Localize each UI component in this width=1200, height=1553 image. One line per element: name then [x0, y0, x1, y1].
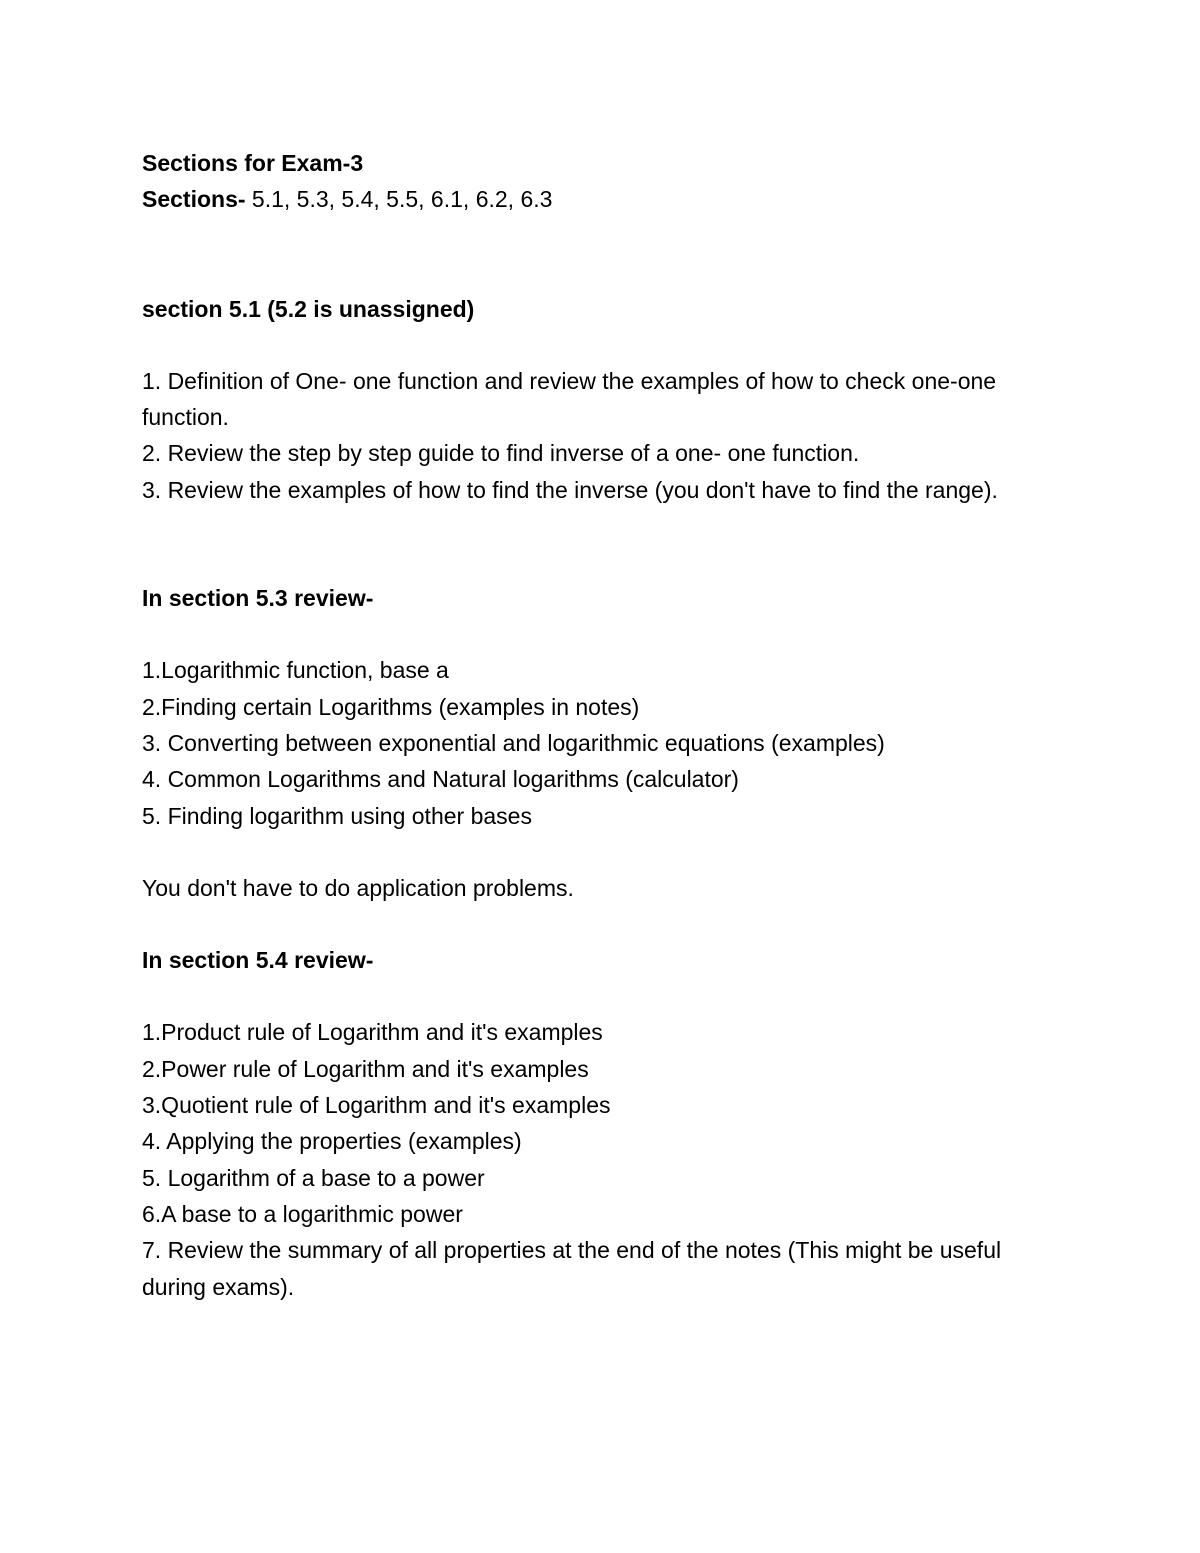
section-54-item: 7. Review the summary of all properties at the end of the notes (This might be useful during exams).	[142, 1237, 1002, 1300]
section-53-item: 5. Finding logarithm using other bases	[142, 802, 532, 829]
section-53-item: 2.Finding certain Logarithms (examples in notes)	[142, 693, 640, 720]
section-53-note: You don't have to do application problems.	[142, 874, 574, 901]
sections-list: 5.1, 5.3, 5.4, 5.5, 6.1, 6.2, 6.3	[245, 186, 553, 213]
section-54-item: 4. Applying the properties (examples)	[142, 1128, 522, 1155]
spacer	[142, 218, 1042, 291]
section-54-item: 1.Product rule of Logarithm and it's examples	[142, 1019, 603, 1046]
section-51-item: 1. Definition of One- one function and review the examples of how to check one-one function.	[142, 367, 997, 431]
document-title: Sections for Exam-3	[142, 150, 364, 176]
section-54-item: 3.Quotient rule of Logarithm and it's examples	[142, 1092, 611, 1119]
section-54-item: 5. Logarithm of a base to a power	[142, 1164, 485, 1191]
section-51-item: 2. Review the step by step guide to find inverse of a one- one function.	[142, 440, 860, 467]
section-51-item: 3. Review the examples of how to find the inverse (you don't have to find the range).	[142, 476, 998, 503]
spacer	[142, 834, 1042, 870]
section-53-heading: In section 5.3 review-	[142, 585, 374, 612]
section-53-item: 1.Logarithmic function, base a	[142, 657, 449, 684]
section-54-heading: In section 5.4 review-	[142, 947, 374, 974]
section-53-item: 3. Converting between exponential and logarithmic equations (examples)	[142, 729, 885, 756]
document-body	[142, 145, 1042, 1305]
spacer	[142, 906, 1042, 942]
section-54-item: 2.Power rule of Logarithm and it's examples	[142, 1055, 589, 1082]
sections-line	[142, 181, 1042, 217]
sections-label: Sections-	[142, 186, 246, 213]
spacer	[142, 327, 1042, 363]
spacer	[142, 508, 1042, 580]
spacer	[142, 616, 1042, 652]
section-51-heading: section 5.1 (5.2 is unassigned)	[142, 295, 475, 322]
section-54-item: 6.A base to a logarithmic power	[142, 1200, 463, 1227]
section-53-item: 4. Common Logarithms and Natural logarithms (calculator)	[142, 766, 739, 793]
spacer	[142, 978, 1042, 1014]
